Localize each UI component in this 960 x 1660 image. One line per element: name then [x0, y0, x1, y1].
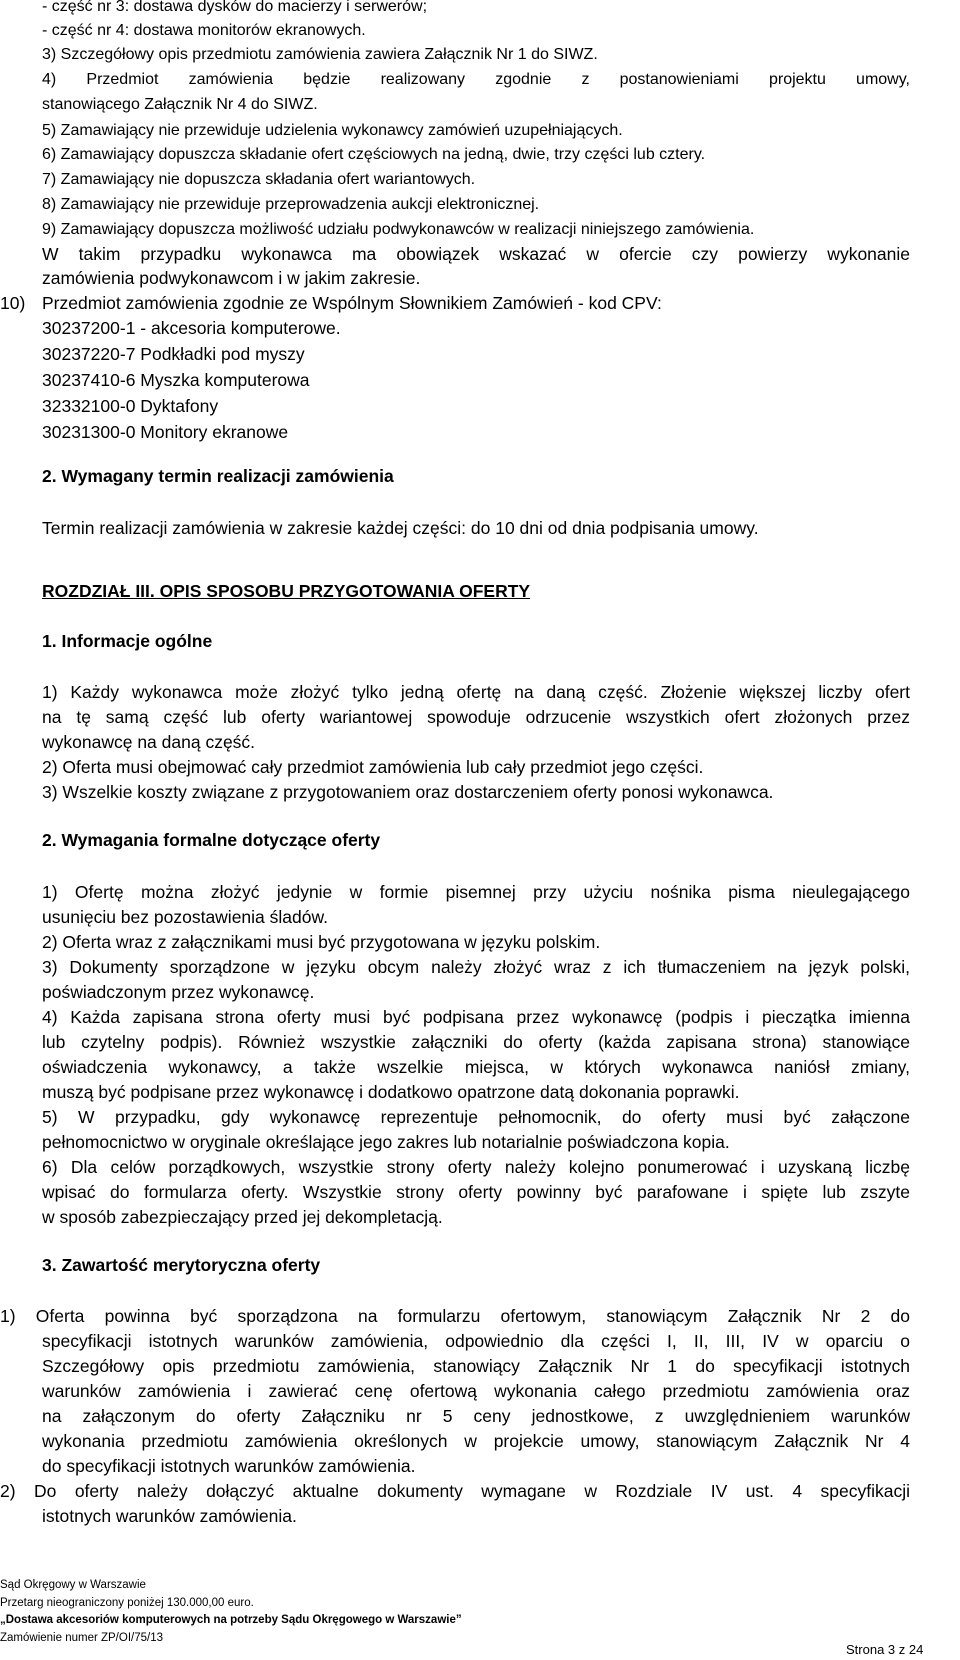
cpv-intro: Przedmiot zamówienia zgodnie ze Wspólnym Słownikiem Zamówień - kod CPV:: [42, 293, 662, 313]
list-item: na załączonym do oferty Załączniku nr 5 ceny jednostkowe, z uwzględnieniem warunków: [42, 1406, 910, 1426]
list-item: stanowiącego Załącznik Nr 4 do SIWZ.: [42, 96, 318, 113]
list-item: w sposób zabezpieczający przed jej dekompletacją.: [42, 1207, 443, 1227]
footer-order-number: Zamówienie numer ZP/OI/75/13: [0, 1632, 163, 1644]
list-item: warunków zamówienia i zawierać cenę ofertową wykonania całego przedmiotu zamówienia oraz: [42, 1381, 910, 1401]
list-item: 1) Ofertę można złożyć jedynie w formie pisemnej przy użyciu nośnika pisma nieulegającego: [42, 882, 910, 902]
cpv-code: 30237410-6 Myszka komputerowa: [42, 370, 310, 390]
chapter-title: ROZDZIAŁ III. OPIS SPOSOBU PRZYGOTOWANIA OFERTY: [42, 581, 531, 601]
section-heading: 1. Informacje ogólne: [42, 631, 213, 651]
section-heading: 3. Zawartość merytoryczna oferty: [42, 1255, 321, 1275]
footer-court: Sąd Okręgowy w Warszawie: [0, 1579, 146, 1591]
cpv-code: 30237220-7 Podkładki pod myszy: [42, 344, 305, 364]
section-text: Termin realizacji zamówienia w zakresie każdej części: do 10 dni od dnia podpisania umowy.: [42, 518, 759, 538]
list-item: 1) Każdy wykonawca może złożyć tylko jedną ofertę na daną część. Złożenie większej liczby ofert: [42, 682, 910, 702]
cpv-code: 30231300-0 Monitory ekranowe: [42, 422, 289, 442]
list-item: 4) Przedmiot zamówienia będzie realizowany zgodnie z postanowieniami projektu umowy,: [42, 71, 910, 88]
list-item: 5) W przypadku, gdy wykonawcę reprezentuje pełnomocnik, do oferty musi być załączone: [42, 1107, 910, 1127]
list-item: 2) Oferta wraz z załącznikami musi być przygotowana w języku polskim.: [42, 932, 601, 952]
list-item: Szczegółowy opis przedmiotu zamówienia, stanowiący Załącznik Nr 1 do specyfikacji istotnych: [42, 1356, 910, 1376]
list-item: W takim przypadku wykonawca ma obowiązek wskazać w ofercie czy powierzy wykonanie: [42, 244, 910, 264]
list-item: wykonania przedmiotu zamówienia określonych w projekcie umowy, stanowiącym Załącznik Nr 4: [42, 1431, 910, 1451]
cpv-code: 32332100-0 Dyktafony: [42, 396, 219, 416]
list-item: 9) Zamawiający dopuszcza możliwość udziału podwykonawców w realizacji niniejszego zamówienia.: [42, 221, 755, 238]
list-item: 7) Zamawiający nie dopuszcza składania ofert wariantowych.: [42, 171, 476, 188]
list-item: specyfikacji istotnych warunków zamówienia, odpowiednio dla części I, II, III, IV w oparciu o: [42, 1331, 910, 1351]
list-item: - część nr 3: dostawa dysków do macierzy i serwerów;: [42, 0, 428, 15]
list-item: zamówienia podwykonawcom i w jakim zakresie.: [42, 268, 421, 288]
list-item: oświadczenia wykonawcy, a także wszelkie miejsca, w których wykonawca naniósł zmiany,: [42, 1057, 910, 1077]
list-item: 5) Zamawiający nie przewiduje udzielenia wykonawcy zamówień uzupełniających.: [42, 122, 623, 139]
list-item: poświadczonym przez wykonawcę.: [42, 982, 315, 1002]
list-item: 8) Zamawiający nie przewiduje przeprowadzenia aukcji elektronicznej.: [42, 196, 540, 213]
list-item: do specyfikacji istotnych warunków zamówienia.: [42, 1456, 416, 1476]
list-item: 3) Szczegółowy opis przedmiotu zamówienia zawiera Załącznik Nr 1 do SIWZ.: [42, 46, 598, 63]
footer-tender: Przetarg nieograniczony poniżej 130.000,00 euro.: [0, 1597, 254, 1609]
list-item: 4) Każda zapisana strona oferty musi być podpisana przez wykonawcę (podpis i pieczątka imienna: [42, 1007, 910, 1027]
list-item: wpisać do formularza oferty. Wszystkie strony oferty powinny być parafowane i spięte lub zszyte: [42, 1182, 910, 1202]
cpv-number: 10): [0, 293, 26, 313]
list-item: 3) Dokumenty sporządzone w języku obcym należy złożyć wraz z ich tłumaczeniem na język polski,: [42, 957, 910, 977]
list-item: 1) Oferta powinna być sporządzona na formularzu ofertowym, stanowiącym Załącznik Nr 2 do: [0, 1306, 910, 1326]
list-item: 2) Do oferty należy dołączyć aktualne dokumenty wymagane w Rozdziale IV ust. 4 specyfikacji: [0, 1481, 910, 1501]
list-item: - część nr 4: dostawa monitorów ekranowych.: [42, 22, 366, 39]
list-item: usunięciu bez pozostawienia śladów.: [42, 907, 329, 927]
list-item: 6) Zamawiający dopuszcza składanie ofert częściowych na jedną, dwie, trzy części lub cztery.: [42, 146, 706, 163]
list-item: pełnomocnictwo w oryginale określające jego zakres lub notarialnie poświadczona kopia.: [42, 1132, 730, 1152]
list-item: 6) Dla celów porządkowych, wszystkie strony oferty należy kolejno ponumerować i uzyskaną liczbę: [42, 1157, 910, 1177]
page-number: Strona 3 z 24: [846, 1642, 924, 1657]
footer-title: „Dostawa akcesoriów komputerowych na potrzeby Sądu Okręgowego w Warszawie”: [0, 1614, 462, 1626]
list-item: na tę samą część lub oferty wariantowej spowoduje odrzucenie wszystkich ofert złożonych przez: [42, 707, 910, 727]
list-item: wykonawcę na daną część.: [42, 732, 256, 752]
list-item: 2) Oferta musi obejmować cały przedmiot zamówienia lub cały przedmiot jego części.: [42, 757, 704, 777]
list-item: muszą być podpisane przez wykonawcę i dodatkowo opatrzone datą dokonania poprawki.: [42, 1082, 740, 1102]
list-item: istotnych warunków zamówienia.: [42, 1506, 297, 1526]
cpv-code: 30237200-1 - akcesoria komputerowe.: [42, 318, 341, 338]
section-heading: 2. Wymagania formalne dotyczące oferty: [42, 830, 381, 850]
list-item: 3) Wszelkie koszty związane z przygotowaniem oraz dostarczeniem oferty ponosi wykonawca.: [42, 782, 774, 802]
section-heading: 2. Wymagany termin realizacji zamówienia: [42, 466, 394, 486]
list-item: lub czytelny podpis). Również wszystkie załączniki do oferty (każda zapisana strona) stanowiące: [42, 1032, 910, 1052]
